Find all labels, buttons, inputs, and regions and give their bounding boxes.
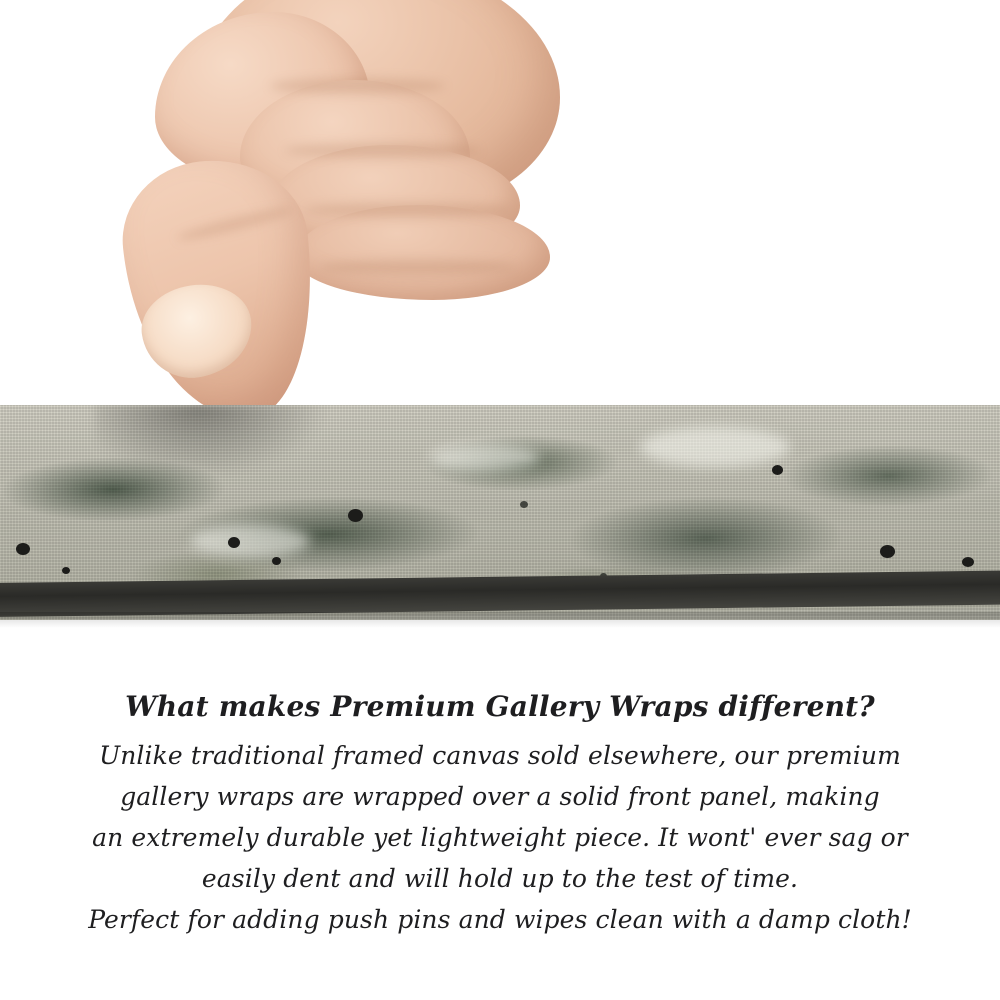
canvas-highlight: [190, 525, 310, 557]
canvas-drop-shadow: [0, 612, 1000, 628]
canvas-speck: [962, 557, 974, 567]
canvas-speck: [272, 557, 281, 565]
canvas-speck: [16, 543, 30, 555]
canvas-speck: [772, 465, 783, 475]
canvas-highlight: [430, 445, 540, 471]
canvas-speck: [62, 567, 70, 574]
knuckle-crease: [305, 203, 510, 217]
caption-line-3: an extremely durable yet lightweight piece. It wont' ever sag or: [92, 823, 908, 852]
caption-line-5: Perfect for adding push pins and wipes clean with a damp cloth!: [88, 905, 912, 934]
gallery-wrap-canvas-edge: [0, 405, 1000, 620]
hand-pressing-canvas-edge: [120, 0, 590, 430]
caption-line-4: easily dent and will hold up to the test of time.: [201, 864, 799, 893]
canvas-speck: [348, 509, 363, 522]
knuckle-crease: [320, 260, 515, 274]
caption-block: [0, 690, 1000, 940]
canvas-speck: [520, 501, 528, 508]
canvas-speck: [880, 545, 895, 558]
knuckle-crease: [270, 78, 445, 94]
canvas-highlight: [640, 427, 790, 467]
thumb-cast-shadow: [95, 405, 325, 475]
knuckle-crease: [285, 143, 480, 158]
canvas-speck: [228, 537, 240, 548]
caption-title: What makes Premium Gallery Wraps different?: [125, 690, 875, 723]
caption-line-1: Unlike traditional framed canvas sold elsewhere, our premium: [99, 741, 901, 770]
caption-line-2: gallery wraps are wrapped over a solid front panel, making: [120, 782, 880, 811]
